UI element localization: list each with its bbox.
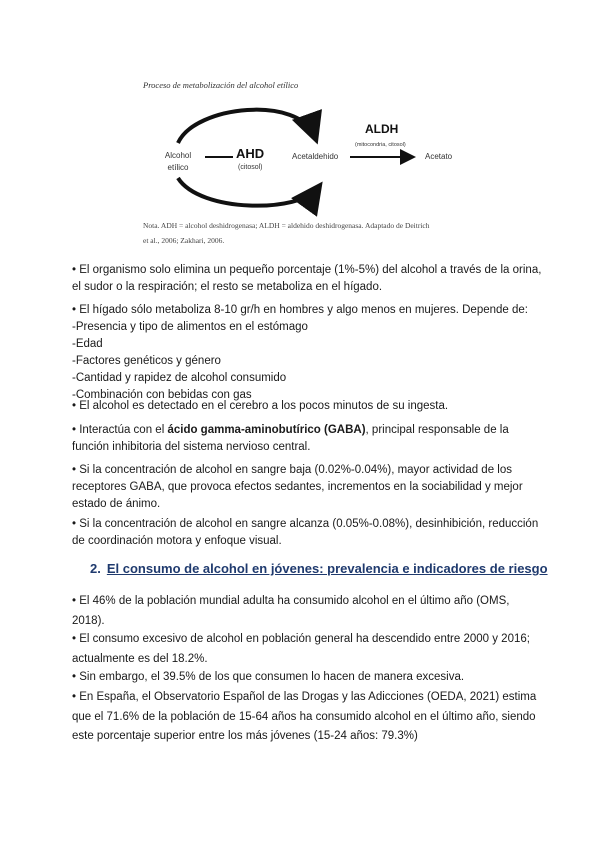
s2-line1: • El consumo excesivo de alcohol en población general ha descendido entre 2000 y 2016; (72, 633, 530, 645)
paragraph-liver (72, 302, 542, 404)
note-line1: Nota. ADH = alcohol deshidrogenasa; ALDH = aldehido deshidrogenasa. Adaptado de Deitrich (143, 221, 430, 230)
p4-line2: función inhibitoria del sistema nervioso central. (72, 441, 311, 453)
acetato-label: Acetato (425, 152, 453, 161)
p6-line1: • Si la concentración de alcohol en sangre alcanza (0.05%-0.08%), desinhibición, reducción (72, 518, 539, 530)
alcohol-etilico-label (160, 150, 196, 174)
p1-line2: el sudor o la respiración; el resto se metaboliza en el hígado. (72, 281, 383, 293)
section-paragraph-who (72, 592, 542, 631)
diagram-note (143, 218, 473, 248)
p4-post: , principal responsable de la (365, 424, 509, 436)
section-paragraph-excessive (72, 630, 542, 669)
ahd-label: AHD (236, 146, 265, 161)
paragraph-elimination (72, 262, 542, 296)
p5-line2: receptores GABA, que provoca efectos sedantes, incrementos en la sociabilidad y mejor (72, 481, 523, 493)
section-number: 2. (90, 561, 101, 576)
upper-curved-arrow (178, 110, 315, 143)
p2-line1: • El hígado sólo metaboliza 8-10 gr/h en hombres y algo menos en mujeres. Depende de: (72, 304, 528, 316)
s4-line2: que el 71.6% de la población de 15-64 años ha consumido alcohol en el último año, siendo (72, 710, 536, 723)
s4-line3: este porcentaje superior entre los más jóvenes (15-24 años: 79.3%) (72, 730, 418, 742)
section-paragraph-spain (72, 688, 542, 747)
aldh-label: ALDH (365, 122, 399, 136)
s2-line2: actualmente es del 18.2%. (72, 652, 208, 665)
paragraph-gaba (72, 422, 542, 456)
p2-line6: -Combinación con bebidas con gas (72, 389, 252, 401)
p5-line1: • Si la concentración de alcohol en sangre baja (0.02%-0.04%), mayor actividad de los (72, 464, 512, 476)
p4-line1 (72, 422, 542, 439)
p1-line1: • El organismo solo elimina un pequeño porcentaje (1%-5%) del alcohol a través de la orina, (72, 264, 542, 276)
aldh-location: (mitocondria, citosol) (355, 142, 406, 148)
section-heading (90, 561, 548, 576)
section-paragraph-however (72, 668, 542, 688)
p2-line4: -Factores genéticos y género (72, 355, 221, 367)
p4-bold-term: ácido gamma-aminobutírico (GABA) (167, 424, 366, 436)
s4-line1: • En España, el Observatorio Español de las Drogas y las Adicciones (OEDA, 2021) estima (72, 691, 537, 703)
p5-line3: estado de ánimo. (72, 498, 161, 510)
lower-curved-arrow (178, 178, 318, 206)
section-title: El consumo de alcohol en jóvenes: prevalencia e indicadores de riesgo (106, 561, 548, 576)
p3: • El alcohol es detectado en el cerebro a los pocos minutos de su ingesta. (72, 400, 449, 412)
p6-line2: de coordinación motora y enfoque visual. (72, 535, 282, 547)
paragraph-low-concentration (72, 462, 542, 513)
s1-line2: 2018). (72, 614, 105, 627)
p2-line3: -Edad (72, 338, 103, 350)
s1-line1: • El 46% de la población mundial adulta ha consumido alcohol en el último año (OMS, (72, 595, 510, 607)
p2-line5: -Cantidad y rapidez de alcohol consumido (72, 372, 287, 384)
paragraph-brain (72, 398, 542, 415)
p2-line2: -Presencia y tipo de alimentos en el estómago (72, 321, 308, 333)
paragraph-high-concentration (72, 516, 542, 550)
ahd-location: (citosol) (238, 164, 263, 171)
metabolism-diagram (0, 0, 600, 260)
acetaldehido-label: Acetaldehido (292, 152, 339, 161)
alcohol-label-line1: Alcohol (164, 151, 192, 160)
alcohol-label-line2: etílico (167, 163, 189, 172)
p4-pre: • Interactúa con el (72, 424, 168, 436)
note-line2: et al., 2006; Zakhari, 2006. (143, 236, 225, 245)
diagram-title: Proceso de metabolización del alcohol etílico (143, 80, 299, 90)
s3: • Sin embargo, el 39.5% de los que consumen lo hacen de manera excesiva. (72, 671, 465, 683)
